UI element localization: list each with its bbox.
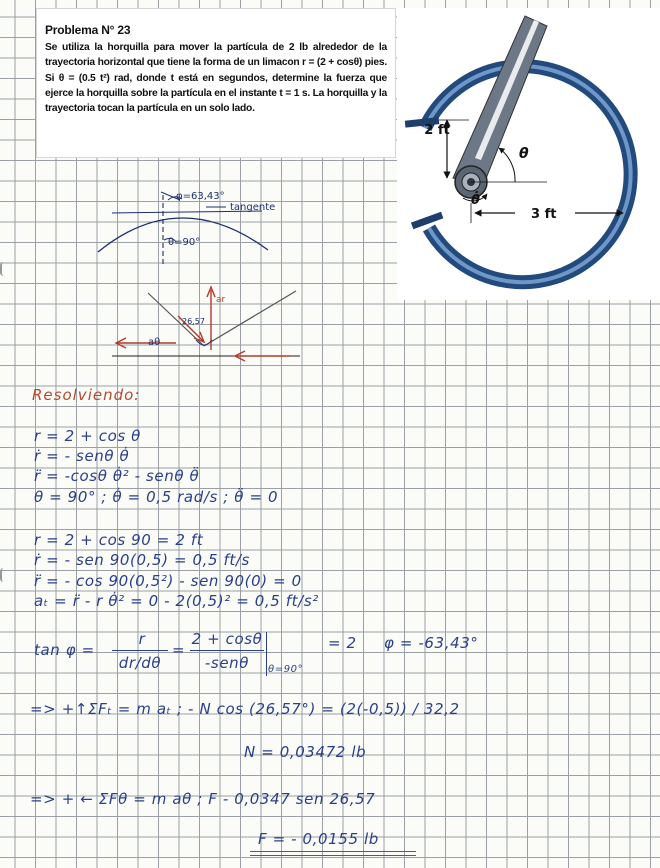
- a-r-label: ar: [216, 295, 226, 305]
- equation-r-dot: ṙ = - senθ θ̇: [34, 447, 130, 465]
- equation-r-dot-value: ṙ = - sen 90(0,5) = 0,5 ft/s: [34, 551, 250, 569]
- phi-label: φ=63,43°: [176, 191, 225, 202]
- equals-sign: =: [172, 641, 186, 659]
- equation-r-ddot: r̈ = -cosθ θ̇² - senθ θ̈: [34, 467, 200, 485]
- result-underline: [250, 851, 416, 852]
- tan-den-2: -senθ: [204, 654, 250, 672]
- tan-num-1: r: [138, 630, 146, 648]
- dim-2ft: 2 ft: [424, 123, 450, 138]
- equation-sum-ftheta: => + ← ΣFθ = m aθ ; F - 0,0347 sen 26,57: [30, 790, 376, 808]
- tan-phi-lhs: tan φ =: [34, 641, 95, 659]
- tan-num-2: 2 + cosθ: [191, 630, 263, 648]
- problem-title: Problema N° 23: [45, 23, 131, 37]
- angle-label: 26,57: [182, 317, 205, 326]
- equation-r-value: r = 2 + cos 90 = 2 ft: [34, 531, 204, 549]
- solution-heading: Resolviendo:: [32, 386, 141, 404]
- equation-a-r: aₜ = r̈ - r θ̇² = 0 - 2(0,5)² = 0,5 ft/s²: [34, 592, 319, 610]
- theta-label: θ: [519, 146, 529, 162]
- equation-theta-values: θ = 90° ; θ̇ = 0,5 rad/s ; θ̈ = 0: [34, 488, 279, 506]
- binder-mark: [0, 262, 7, 276]
- binder-mark: [0, 568, 7, 582]
- problem-text: Se utiliza la horquilla para mover la partícula de 2 lb alrededor de la trayectoria horizontal que tiene la forma de un limacon r = (2 + cosθ) pies. Si θ = (0.5 t²) rad, donde t está en segundos, determine la fuerza que ejerce la horquilla sobre la partícula en el instante t = 1 s. La horquilla y la trayectoria tocan la partícula en un solo lado.: [45, 42, 387, 115]
- result-underline: [250, 855, 416, 856]
- theta-dot-label: θ̇: [471, 193, 480, 208]
- theta90-label: θ=90°: [168, 237, 201, 248]
- tangent-label: tangente: [230, 202, 276, 213]
- dim-3ft: 3 ft: [531, 207, 557, 222]
- equation-r: r = 2 + cos θ: [34, 427, 141, 445]
- a-theta-label: aθ: [148, 337, 161, 348]
- fraction-bar: [112, 650, 168, 651]
- force-result: F = - 0,0155 lb: [258, 830, 379, 848]
- tan-den-1: dr/dθ: [118, 654, 162, 672]
- normal-force-result: N = 0,03472 lb: [244, 743, 367, 761]
- force-sketch: [0, 0, 660, 380]
- equation-sum-fr: => +↑ΣFₜ = m aₜ ; - N cos (26,57°) = (2(-0,5)) / 32,2: [30, 700, 460, 718]
- tan-result: = 2: [328, 634, 357, 652]
- phi-result: φ = -63,43°: [384, 634, 479, 652]
- evaluation-bar: [266, 632, 267, 676]
- fraction-bar: [190, 650, 264, 651]
- tan-eval: θ=90°: [268, 664, 304, 675]
- equation-r-ddot-value: r̈ = - cos 90(0,5²) - sen 90(0) = 0: [34, 572, 302, 590]
